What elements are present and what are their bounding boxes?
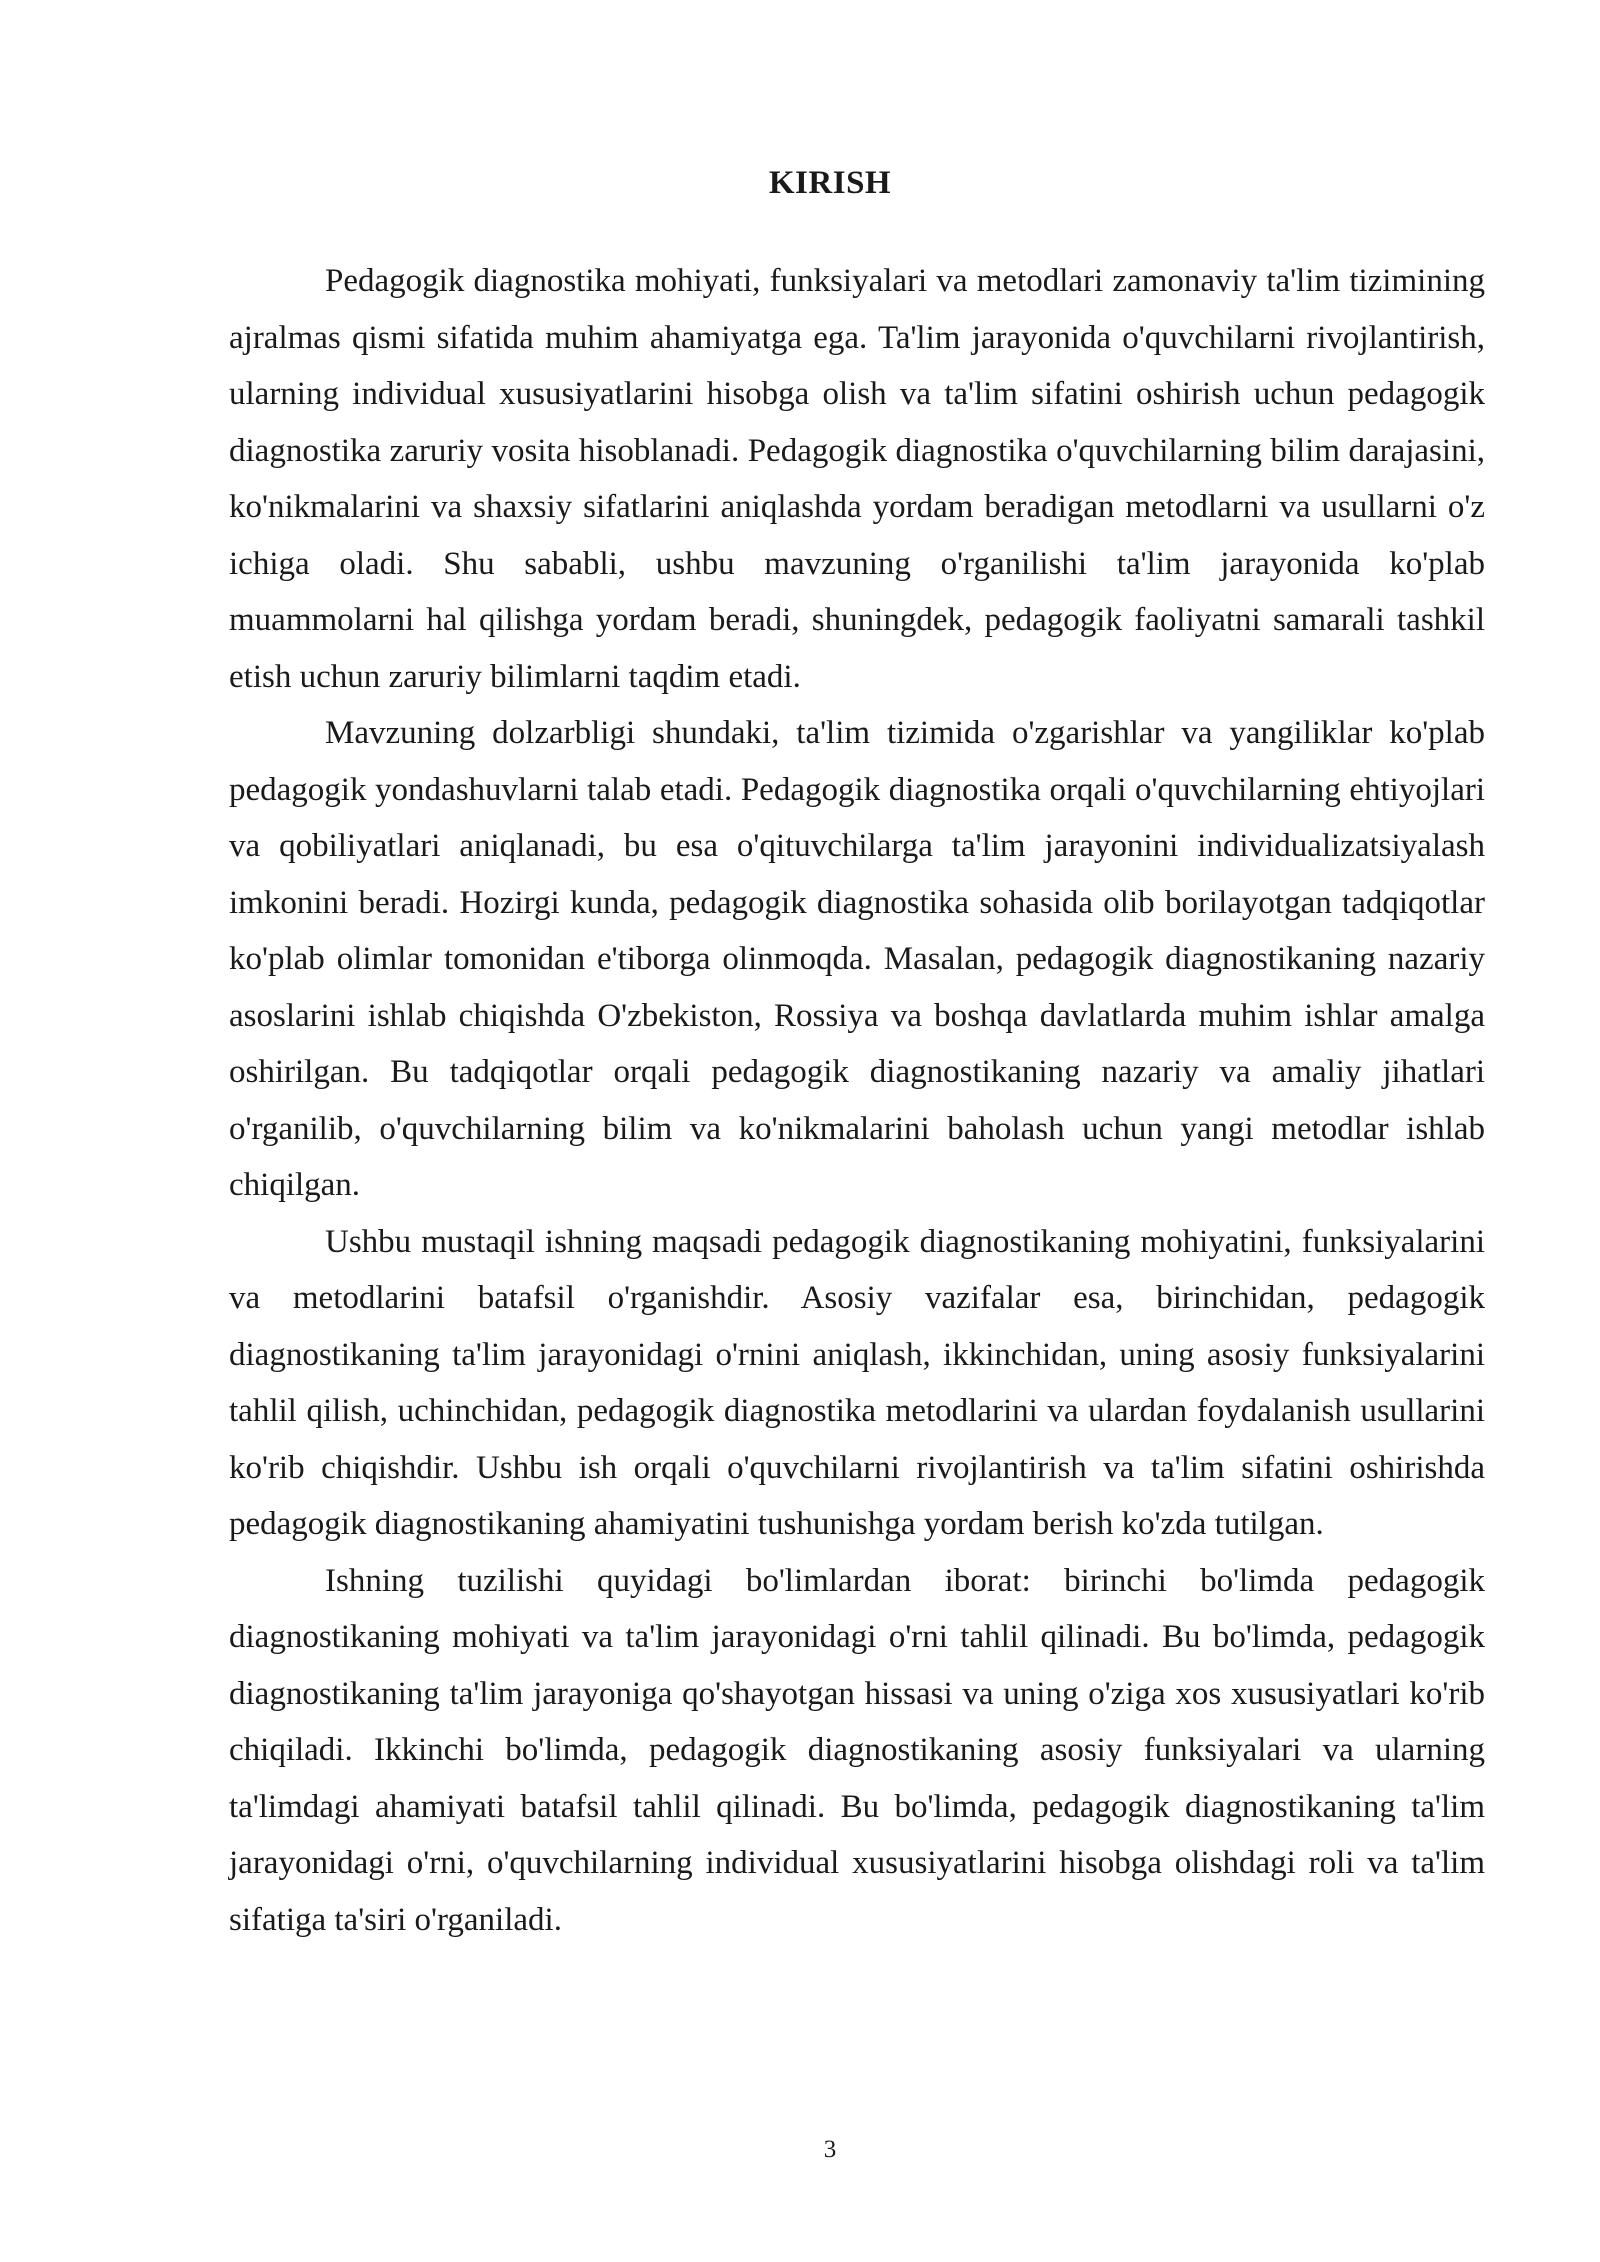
paragraph-goals: Ushbu mustaqil ishning maqsadi pedagogik diagnostikaning mohiyatini, funksiyalarini va metodlarini batafsil o'rganishdir. Asosiy vazifalar esa, birinchidan, pedagogik diagnostikaning ta'lim jarayonidagi o'rnini aniqlash, ikkinchidan, uning asosiy funksiyalarini tahlil qilish, uchinchidan, pedagogik diagnostika metodlarini va ulardan foydalanish usullarini ko'rib chiqishdir. Ushbu ish orqali o'quvchilarni rivojlantirish va ta'lim sifatini oshirishda pedagogik diagnostikaning ahamiyatini tushunishga yordam berish ko'zda tutilgan. [229, 1223, 1485, 1542]
paragraph-structure: Ishning tuzilishi quyidagi bo'limlardan iborat: birinchi bo'limda pedagogik diagnostikaning mohiyati va ta'lim jarayonidagi o'rni tahlil qilinadi. Bu bo'limda, pedagogik diagnostikaning ta'lim jarayoniga qo'shayotgan hissasi va uning o'ziga xos xususiyatlari ko'rib chiqiladi. Ikkinchi bo'limda, pedagogik diagnostikaning asosiy funksiyalari va ularning ta'limdagi ahamiyati batafsil tahlil qilinadi. Bu bo'limda, pedagogik diagnostikaning ta'lim jarayonidagi o'rni, o'quvchilarning individual xususiyatlarini hisobga olishdagi roli va ta'lim sifatiga ta'siri o'rganiladi. [229, 1562, 1485, 1938]
paragraph-relevance: Mavzuning dolzarbligi shundaki, ta'lim tizimida o'zgarishlar va yangiliklar ko'plab pedagogik yondashuvlarni talab etadi. Pedagogik diagnostika orqali o'quvchilarning ehtiyojlari va qobiliyatlari aniqlanadi, bu esa o'qituvchilarga ta'lim jarayonini individualizatsiyalash imkonini beradi. Hozirgi kunda, pedagogik diagnostika sohasida olib borilayotgan tadqiqotlar ko'plab olimlar tomonidan e'tiborga olinmoqda. Masalan, pedagogik diagnostikaning nazariy asoslarini ishlab chiqishda O'zbekiston, Rossiya va boshqa davlatlarda muhim ishlar amalga oshirilgan. Bu tadqiqotlar orqali pedagogik diagnostikaning nazariy va amaliy jihatlari o'rganilib, o'quvchilarning bilim va ko'nikmalarini baholash uchun yangi metodlar ishlab chiqilgan. [229, 715, 1485, 1203]
body-text [229, 253, 1485, 1948]
paragraph-introduction: Pedagogik diagnostika mohiyati, funksiyalari va metodlari zamonaviy ta'lim tizimining ajralmas qismi sifatida muhim ahamiyatga ega. Ta'lim jarayonida o'quvchilarni rivojlantirish, ularning individual xususiyatlarini hisobga olish va ta'lim sifatini oshirish uchun pedagogik diagnostika zaruriy vosita hisoblanadi. Pedagogik diagnostika o'quvchilarning bilim darajasini, ko'nikmalarini va shaxsiy sifatlarini aniqlashda yordam beradigan metodlarni va usullarni o'z ichiga oladi. Shu sababli, ushbu mavzuning o'rganilishi ta'lim jarayonida ko'plab muammolarni hal qilishga yordam beradi, shuningdek, pedagogik faoliyatni samarali tashkil etish uchun zaruriy bilimlarni taqdim etadi. [229, 263, 1485, 695]
page-number: 3 [823, 2136, 837, 2163]
section-title: KIRISH [768, 165, 892, 201]
